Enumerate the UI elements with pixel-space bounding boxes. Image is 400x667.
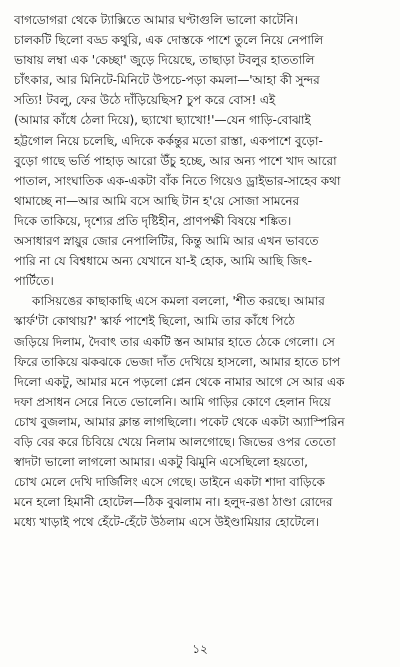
text-line: স্কার্ফ'টা কোথায়?' স্কার্ফ পাশেই ছিলো, আমি তার কাঁধে পিঠে (14, 314, 295, 329)
text-line: মধ্যে খাড়াই পথে হেঁটে-হেঁটে উঠলাম এসে উইণ্ডামিয়ার হোটেলে। (14, 515, 319, 530)
text-line: দিলো একটু, আমার মনে পড়লো প্লেন থেকে নামার আগে সে আর এক (14, 374, 345, 389)
page-number: ১২ (192, 642, 208, 656)
text-line: বড়ি বের করে চিবিয়ে খেয়ে নিলাম আলগোছে। জিভের ওপর তেতো (14, 434, 336, 449)
paragraph-start-line: কাসিয়ঙের কাছাকাছি এসে কমলা বললো, 'শীত করছে। আমার (32, 294, 325, 309)
text-line: (আমার কাঁধে ঠেলা দিয়ে), ছ্যাখো ছ্যাখো!'—যেন গাড়ি-বোঝাই (14, 113, 311, 128)
text-line: পাতাল, সাংঘাতিক এক-একটা বাঁক নিতে গিয়েও ড্রাইভার-সাহেব কথা (14, 173, 341, 188)
text-line: চোখ বুজলাম, আমার ক্লান্ত লাগছিলো। পকেট থেকে একটা অ্যাস্পিরিন (14, 414, 345, 429)
body-text (14, 10, 392, 532)
text-line: দিকে তাকিয়ে, দৃশ্যের প্রতি দৃষ্টিহীন, প্রাণপক্ষী বিষয়ে শঙ্কিত। (14, 213, 292, 228)
text-line: বাগডোগরা থেকে ট্যাক্সিতে আমার ঘণ্টাগুলি ভালো কাটেনি। (14, 13, 298, 27)
text-line: হট্টগোল নিয়ে চলেছি, এদিকে কর্কন্তুর মতো রাস্তা, একপাশে বুড়ো- (14, 133, 323, 148)
text-line: বুড়ো গাছে ভর্তি পাহাড় আরো উঁচু হচ্ছে, আর অন্য পাশে খাদ আরো (14, 153, 337, 168)
text-line: থামাচ্ছে না—আর আমি বসে আছি টান হ'য়ে সোজা সামনের (14, 193, 300, 208)
text-line: চালকটি ছিলো বড্ড কথুরি, এক দোস্তকে পাশে তুলে নিয়ে নেপালি (14, 33, 324, 48)
text-line: মনে হলো হিমানী হোটেল—ঠিক বুঝলাম না। হলুদ-রঙা ঠাণ্ডা রোদের (14, 495, 333, 510)
text-line: দফা প্রসাধন সেরে নিতে ভোলেনি। আমি গাড়ির কোণে হেলান দিয়ে (14, 394, 331, 409)
text-line: ভাষায় লম্বা এক 'কেচ্ছা' জুড়ে দিয়েছে, তাছাড়া টবলুর হাততালি (14, 53, 315, 68)
text-line: চাঁৎকার, আর মিনিটে-মিনিটে উপচে-পড়া কমলা—'আহা কী সুন্দর (14, 73, 320, 88)
text-line: ফিরে তাকিয়ে ঝকঝকে ভেজা দাঁত দেখিয়ে হাসলো, আমার হাতে চাপ (14, 354, 341, 369)
text-line: সত্যি! টবলু, ফের উঠে দাঁড়িয়েছিস? চুপ করে বোস! এই (14, 93, 276, 108)
text-line: চোখ মেলে দেখি দার্জিলিং এসে গেছে। ডাইনে একটা শাদা বাড়িকে (14, 475, 325, 490)
text-line: পারি না যে বিশ্বধামে অন্য যেখানে যা-ই হোক, আমি আছি জিৎ- (14, 254, 312, 269)
text-line: অসাধারণ স্নায়ুর জোর নেপালিটির, কিন্তু আমি আর এখন ভাবতে (14, 234, 319, 249)
text-line: স্বাদটা ভালো লাগলো আমার। একটু ঝিমুনি এসেছিলো হয়তো, (14, 455, 308, 470)
text-line: জড়িয়ে দিলাম, দৈবাৎ তার একটি স্তন আমার হাতে ঠেকে গেলো। সে (14, 334, 335, 349)
text-line: পার্টিতে। (14, 274, 54, 289)
